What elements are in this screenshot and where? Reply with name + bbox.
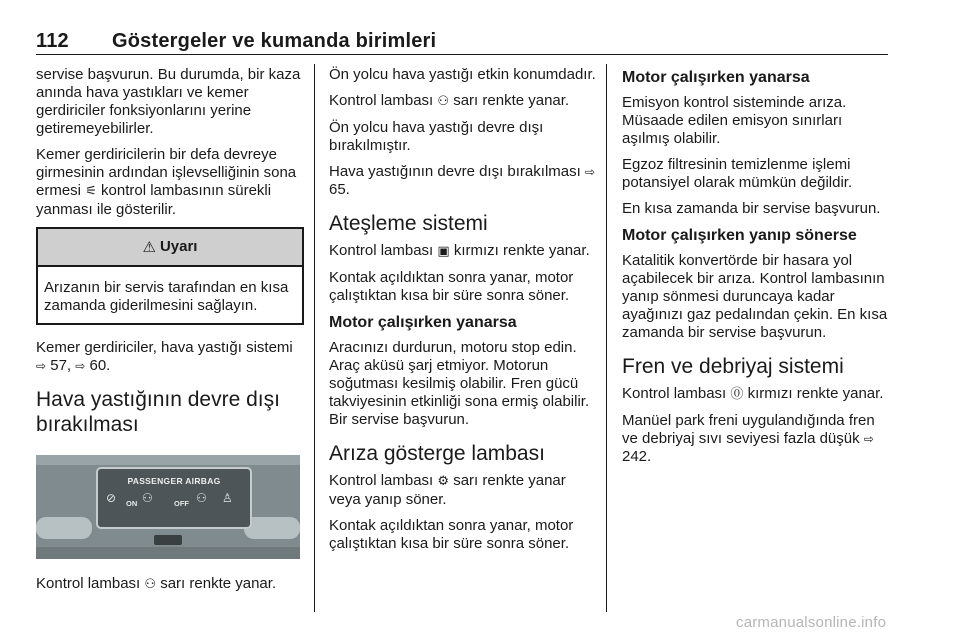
paragraph: Kontrol lambası ⚙ sarı renkte yanar veya yanıp söner. bbox=[329, 472, 566, 508]
paragraph: Kemer gerdiriciler, hava yastığı sistemi ⇨ 57, ⇨ 60. bbox=[36, 339, 293, 374]
passenger-seat-icon: ♙ bbox=[222, 491, 233, 505]
paragraph: Ön yolcu hava yastığı devre dışı bırakılmıştır. bbox=[329, 119, 544, 154]
engine-malfunction-icon: ⚙ bbox=[437, 474, 450, 489]
section-title: Göstergeler ve kumanda birimleri bbox=[112, 30, 437, 52]
seatbelt-pretensioner-icon: ⚟ bbox=[85, 184, 97, 199]
paragraph: Emisyon kontrol sisteminde arıza. Müsaade edilen emisyon sınırları aşılmış olabilir. bbox=[622, 94, 847, 147]
page-reference-arrow-icon: ⇨ bbox=[75, 359, 86, 373]
paragraph: En kısa zamanda bir servise başvurun. bbox=[622, 200, 881, 217]
warning-triangle-icon: ⚠ bbox=[142, 238, 156, 256]
brake-system-icon: ⓪ bbox=[730, 387, 744, 402]
page-reference-arrow-icon: ⇨ bbox=[36, 359, 47, 373]
paragraph: Kontrol lambası ⓪ kırmızı renkte yanar. bbox=[622, 385, 884, 402]
photo-headliner bbox=[36, 455, 300, 465]
paragraph: Kontrol lambası ▣ kırmızı renkte yanar. bbox=[329, 242, 590, 259]
column-3 bbox=[622, 66, 890, 474]
passenger-airbag-off-icon: ⚇ bbox=[196, 491, 207, 505]
section-heading: Ateşleme sistemi bbox=[329, 212, 488, 235]
photo-lamp-right bbox=[244, 517, 300, 539]
column-2 bbox=[329, 66, 597, 561]
paragraph: Manüel park freni uygulandığında fren ve debriyaj sıvı seviyesi fazla düşük ⇨ 242. bbox=[622, 412, 875, 465]
battery-charging-icon: ▣ bbox=[437, 244, 450, 259]
airbag-off-label: OFF bbox=[174, 499, 189, 508]
paragraph: Hava yastığının devre dışı bırakılması ⇨ 65. bbox=[329, 163, 596, 198]
warning-box bbox=[36, 227, 304, 325]
section-heading: Arıza gösterge lambası bbox=[329, 442, 545, 465]
warning-header bbox=[38, 229, 302, 267]
warning-title: Uyarı bbox=[159, 238, 198, 255]
page-reference-arrow-icon: ⇨ bbox=[584, 165, 596, 179]
subsection-heading: Motor çalışırken yanarsa bbox=[622, 69, 810, 86]
photo-center-control bbox=[154, 535, 182, 545]
paragraph: Kontak açıldıktan sonra yanar, motor çalıştıktan kısa bir süre sonra söner. bbox=[329, 269, 574, 304]
panel-label: PASSENGER AIRBAG bbox=[127, 476, 221, 486]
page-reference-arrow-icon: ⇨ bbox=[863, 432, 874, 446]
watermark: carmanualsonline.info bbox=[736, 614, 887, 631]
section-heading: Hava yastığının devre dışı bırakılması bbox=[36, 388, 280, 436]
page-number: 112 bbox=[36, 30, 69, 52]
paragraph: Katalitik konvertörde bir hasara yol açabilecek bir arıza. Kontrol lambasının yanıp sönmesi duruncaya kadar ayağınızı gaz pedalından çekin. En kısa zamanda bir servise başvurun. bbox=[622, 252, 888, 341]
passenger-airbag-off-icon: ⚇ bbox=[437, 94, 450, 109]
paragraph: Aracınızı durdurun, motoru stop edin. Araç aküsü şarj etmiyor. Motorun soğutması kesilmiş olabilir. Fren gücü takviyesinin etkinliği sona ermiş olabilir. Bir servise başvurun. bbox=[329, 339, 590, 428]
passenger-airbag-on-icon: ⚇ bbox=[144, 577, 157, 592]
page-header bbox=[36, 30, 436, 53]
paragraph: Kontrol lambası ⚇ sarı renkte yanar. bbox=[329, 92, 570, 109]
subsection-heading: Motor çalışırken yanıp sönerse bbox=[622, 227, 857, 244]
seatbelt-reminder-icon: ⊘ bbox=[106, 491, 117, 505]
warning-text: Arızanın bir servis tarafından en kısa zamanda giderilmesini sağlayın. bbox=[44, 279, 289, 314]
paragraph: Ön yolcu hava yastığı etkin konumdadır. bbox=[329, 66, 596, 83]
paragraph: Egzoz filtresinin temizlenme işlemi potansiyel olarak mümkün değildir. bbox=[622, 156, 853, 191]
subsection-heading: Motor çalışırken yanarsa bbox=[329, 314, 517, 331]
header-rule bbox=[36, 54, 888, 55]
paragraph: Kontrol lambası ⚇ sarı renkte yanar. bbox=[36, 575, 277, 592]
paragraph: servise başvurun. Bu durumda, bir kaza anında hava yastıkları ve kemer gerdiriciler fonksiyonlarını yerine getiremeyebilirler. bbox=[36, 66, 301, 137]
photo-lamp-left bbox=[36, 517, 92, 539]
section-heading: Fren ve debriyaj sistemi bbox=[622, 355, 844, 378]
airbag-panel-photo bbox=[36, 455, 300, 559]
column-1 bbox=[36, 66, 304, 602]
column-divider-1 bbox=[314, 64, 315, 612]
passenger-airbag-on-icon: ⚇ bbox=[142, 491, 153, 505]
airbag-on-label: ON bbox=[126, 499, 138, 508]
column-divider-2 bbox=[606, 64, 607, 612]
photo-lower-trim bbox=[36, 547, 300, 559]
airbag-indicator-panel bbox=[96, 467, 252, 529]
paragraph: Kontak açıldıktan sonra yanar, motor çalıştıktan kısa bir süre sonra söner. bbox=[329, 517, 574, 552]
paragraph: Kemer gerdiricilerin bir defa devreye girmesinin ardından işlevselliğinin sona ermesi ⚟ kontrol lambasının sürekli yanması ile gösterilir. bbox=[36, 146, 297, 218]
